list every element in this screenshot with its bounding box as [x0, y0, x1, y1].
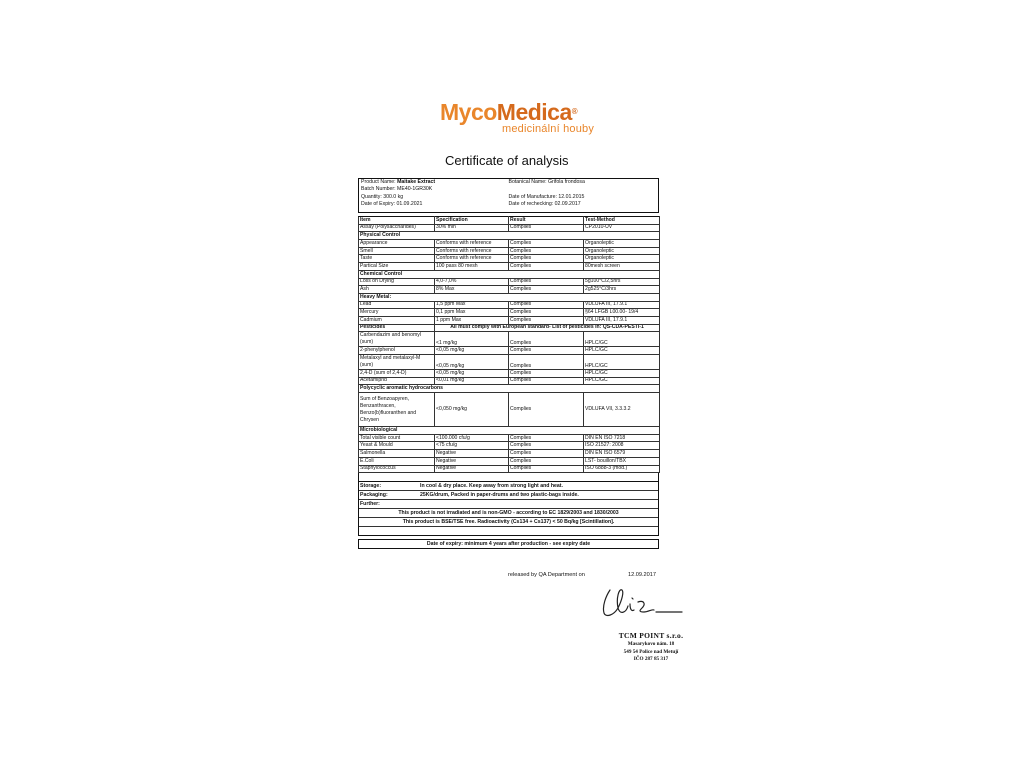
table-row [359, 247, 660, 255]
date-of-expiry: Date of Expiry: 01.09.2021 [361, 200, 423, 207]
cell-item: Partical Size [359, 263, 435, 271]
table-row [359, 255, 660, 263]
cell-method: HPLC/GC [584, 355, 660, 370]
storage-value: In cool & dry place. Keep away from strong light and heat. [420, 482, 563, 489]
product-info-box [358, 178, 659, 213]
packaging-label: Packaging: [360, 491, 388, 498]
section-row-physical [359, 232, 660, 240]
cell-result: Complies [509, 263, 584, 271]
cell-item: Staphylococcus [359, 465, 435, 473]
table-row [359, 224, 660, 232]
cell-spec: 1,5 ppm Max [435, 301, 509, 309]
table-row [359, 316, 660, 324]
header-specification: Specification [435, 217, 509, 225]
cell-item: Acetamiprid [359, 377, 435, 385]
table-row [359, 286, 660, 294]
cell-result: Complies [509, 457, 584, 465]
cell-item: Smell [359, 247, 435, 255]
cell-spec: Conforms with reference [435, 240, 509, 248]
table-row [359, 240, 660, 248]
cell-result: Complies [509, 240, 584, 248]
cell-method: CP2010-UV [584, 224, 660, 232]
cell-spec: 8% Max [435, 286, 509, 294]
cell-method: VDLUFA III, 17.9.1 [584, 316, 660, 324]
storage-row [359, 482, 658, 491]
cell-method: HPLC/GC [584, 332, 660, 347]
cell-item: Cadmium [359, 316, 435, 324]
table-row [359, 370, 660, 378]
section-row-microbiological [359, 427, 660, 435]
cell-result: Complies [509, 332, 584, 347]
header-test-method: Test-Method [584, 217, 660, 225]
table-row [359, 301, 660, 309]
table-row [359, 347, 660, 355]
company-logo [440, 100, 640, 135]
company-stamp [606, 631, 696, 663]
cell-method: HPLC/GC [584, 347, 660, 355]
cell-item: 2,4-D (sum of 2,4-D) [359, 370, 435, 378]
bse-statement: This product is BSE/TSE free. Radioactivity (Cs134 + Cs137) < 50 Bq/kg [Scintillation]. [359, 518, 658, 527]
cell-result: Complies [509, 465, 584, 473]
section-title: Chemical Control [359, 270, 660, 278]
product-name-label: Product Name: [361, 179, 396, 185]
cell-result: Complies [509, 347, 584, 355]
quantity: Quantity: 300.0 kg [361, 194, 404, 201]
botanical-name: Botanical Name: Grifola frondosa [508, 179, 585, 185]
table-row [359, 442, 660, 450]
cell-spec: Negative [435, 457, 509, 465]
cell-method: HPLC/GC [584, 370, 660, 378]
table-row [359, 278, 660, 286]
cell-method: Organoleptic [584, 255, 660, 263]
date-of-rechecking: Date of rechecking: 02.09.2017 [508, 200, 581, 207]
cell-item: E.Coli [359, 457, 435, 465]
logo-medica: Medica [496, 99, 572, 125]
cell-spec: <75 cfu/g [435, 442, 509, 450]
cell-item: Ash [359, 286, 435, 294]
expiry-note: Date of expiry: minimum 4 years after production - see expiry date [358, 539, 659, 549]
analysis-table [358, 216, 660, 473]
cell-spec: Negative [435, 465, 509, 473]
cell-item: Assay (Polysaccharides) [359, 224, 435, 232]
table-row [359, 465, 660, 473]
stamp-ico: IČO 287 85 317 [633, 656, 669, 662]
cell-spec: Conforms with reference [435, 247, 509, 255]
signature [596, 582, 686, 620]
cell-spec: <0,05 mg/kg [435, 347, 509, 355]
cell-spec: 4,0-7,0% [435, 278, 509, 286]
cell-result: Complies [509, 316, 584, 324]
cell-result: Complies [509, 224, 584, 232]
cell-method: DIN EN ISO 6579 [584, 450, 660, 458]
cell-method: Organoleptic [584, 240, 660, 248]
cell-item: Total visible count [359, 434, 435, 442]
further-label: Further: [360, 500, 380, 507]
cell-result: Complies [509, 355, 584, 370]
cell-item: Metalaxyl and metalaxyl-M (sum) [359, 355, 435, 370]
cell-result: Complies [509, 434, 584, 442]
logo-subtitle: medicinální houby [502, 123, 595, 135]
cell-result: Complies [509, 370, 584, 378]
cell-result: Complies [509, 442, 584, 450]
cell-result: Complies [509, 301, 584, 309]
cell-result: Complies [509, 309, 584, 317]
table-row [359, 450, 660, 458]
cell-spec: Conforms with reference [435, 255, 509, 263]
cell-method: ISO 21527: 2008 [584, 442, 660, 450]
cell-item: 2-phenylphenol [359, 347, 435, 355]
cell-spec: 0,1 ppm Max [435, 309, 509, 317]
cell-item: Lead [359, 301, 435, 309]
storage-label: Storage: [360, 482, 382, 489]
table-row [359, 434, 660, 442]
section-title: Physical Control [359, 232, 660, 240]
cell-method: VDLUFA VII, 3.3.3.2 [584, 393, 660, 427]
batch-number: Batch Number: ME40-1GR30K [361, 186, 433, 193]
product-name-value: Maitake Extract [397, 179, 436, 185]
section-row-pesticides [359, 324, 660, 332]
cell-item: Mercury [359, 309, 435, 317]
cell-result: Complies [509, 278, 584, 286]
table-row [359, 355, 660, 370]
table-row [359, 332, 660, 347]
cell-item: Sum of Benzoapyren, Benzanthracen, Benzo(b)fluoranthen and Chrysen [359, 393, 435, 427]
cell-spec: <0,01 mg/kg [435, 377, 509, 385]
cell-result: Complies [509, 393, 584, 427]
cell-spec: <1 mg/kg [435, 332, 509, 347]
stamp-street: Masarykovo nám. 18 [627, 641, 675, 647]
cell-item: Appearance [359, 240, 435, 248]
cell-item: Loss on Drying [359, 278, 435, 286]
cell-spec: <100.000 cfu/g [435, 434, 509, 442]
cell-method: 2g525°C/3hrs [584, 286, 660, 294]
cell-spec: 30% min [435, 224, 509, 232]
pesticides-note: All must comply with European standard- List of pesticides in: QS-CDA-PESTI-1 [435, 324, 660, 332]
cell-spec: <0,05 mg/kg [435, 355, 509, 370]
section-title: Polycyclic aromatic hydrocarbons [359, 385, 660, 393]
cell-spec: 100 pass 80 mesh [435, 263, 509, 271]
cell-item: Carbendazim and benomyl (sum) [359, 332, 435, 347]
table-row [359, 457, 660, 465]
released-date: 12.09.2017 [628, 572, 656, 578]
section-row-pah [359, 385, 660, 393]
cell-method: §64 LFGB L00.00- 19/4 [584, 309, 660, 317]
section-title: Microbiological [359, 427, 660, 435]
cell-method: LST- bouillon/TBX [584, 457, 660, 465]
header-item: Item [359, 217, 435, 225]
cell-spec: 1 ppm Max [435, 316, 509, 324]
cell-method: ISO 6888-3 (mod.) [584, 465, 660, 473]
cell-result: Complies [509, 247, 584, 255]
table-row [359, 263, 660, 271]
table-header-row [359, 217, 660, 225]
cell-item: Yeast & Mould [359, 442, 435, 450]
gmo-statement: This product is not irradiated and is non-GMO - according to EC 1829/2003 and 1830/2003 [359, 509, 658, 518]
cell-spec: <0,050 mg/kg [435, 393, 509, 427]
further-row [359, 500, 658, 509]
released-by-text: released by QA Department on [508, 572, 585, 578]
table-row [359, 377, 660, 385]
footer-notes [358, 481, 659, 536]
table-row [359, 393, 660, 427]
section-row-heavy-metal [359, 293, 660, 301]
cell-method: 5g100°C/2,5hrs [584, 278, 660, 286]
stamp-company: TCM POINT s.r.o. [618, 631, 684, 640]
cell-method: HPLC/GC [584, 377, 660, 385]
document-title: Certificate of analysis [445, 153, 569, 168]
logo-myco: Myco [440, 99, 497, 125]
cell-result: Complies [509, 286, 584, 294]
section-title: Heavy Metal: [359, 293, 660, 301]
stamp-city: 549 54 Police nad Metují [623, 648, 679, 655]
product-name [361, 180, 509, 185]
section-row-chemical [359, 270, 660, 278]
section-title: Pesticides [359, 324, 435, 332]
cell-method: 80mesh screen [584, 263, 660, 271]
cell-spec: Negative [435, 450, 509, 458]
cell-method: VDLUFA III, 17.9.1 [584, 301, 660, 309]
date-of-manufacture: Date of Manufacture: 12.01.2015 [508, 194, 585, 201]
cell-method: DIN EN ISO 7218 [584, 434, 660, 442]
certificate-document [358, 178, 659, 549]
cell-item: Taste [359, 255, 435, 263]
table-row [359, 309, 660, 317]
packaging-row [359, 491, 658, 500]
packaging-value: 25KG/drum, Packed in paper-drums and two plastic-bags inside. [420, 491, 579, 498]
header-result: Result [509, 217, 584, 225]
cell-result: Complies [509, 255, 584, 263]
logo-registered-mark: ® [571, 107, 578, 116]
cell-item: Salmonella [359, 450, 435, 458]
cell-method: Organoleptic [584, 247, 660, 255]
cell-spec: <0,05 mg/kg [435, 370, 509, 378]
cell-result: Complies [509, 377, 584, 385]
cell-result: Complies [509, 450, 584, 458]
